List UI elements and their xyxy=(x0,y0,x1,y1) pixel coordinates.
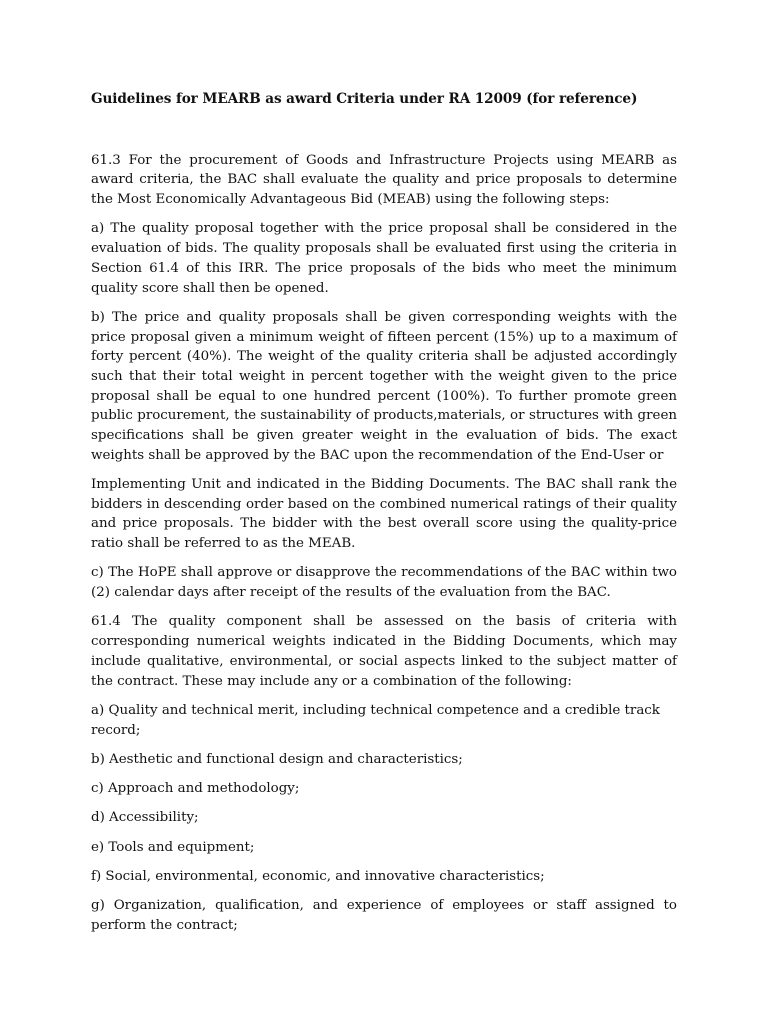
paragraph-61-3: 61.3 For the procurement of Goods and Infrastructure Projects using MEARB as award criteria, the BAC shall evaluate the quality and price proposals to determine the Most Economically Advantageous Bid (MEAB) using the following steps: xyxy=(91,152,677,208)
criteria-item-e: e) Tools and equipment; xyxy=(91,839,255,855)
paragraph-step-a: a) The quality proposal together with the price proposal shall be considered in the evaluation of bids. The quality proposals shall be evaluated first using the criteria in Section 61.4 of this IRR. The price proposals of the bids who meet the minimum quality score shall then be opened. xyxy=(91,221,677,296)
document-page xyxy=(91,90,677,945)
criteria-item-f: f) Social, environmental, economic, and innovative characteristics; xyxy=(91,869,545,885)
criteria-item-g: g) Organization, qualification, and experience of employees or staff assigned to perform the contract; xyxy=(91,898,677,934)
criteria-item-b: b) Aesthetic and functional design and characteristics; xyxy=(91,751,463,767)
criteria-item-c: c) Approach and methodology; xyxy=(91,781,300,797)
paragraph-step-b-continued: Implementing Unit and indicated in the Bidding Documents. The BAC shall rank the bidders in descending order based on the combined numerical ratings of their quality and price proposals. The bidder with the best overall score using the quality-price ratio shall be referred to as the MEAB. xyxy=(91,477,677,552)
paragraph-step-b: b) The price and quality proposals shall be given corresponding weights with the price proposal given a minimum weight of fifteen percent (15%) up to a maximum of forty percent (40%). The weight of the quality criteria shall be adjusted accordingly such that their total weight in percent together with the weight given to the price proposal shall be equal to one hundred percent (100%). To further promote green public procurement, the sustainability of products,materials, or structures with green specifications shall be given greater weight in the evaluation of bids. The exact weights shall be approved by the BAC upon the recommendation of the End-User or xyxy=(91,309,677,463)
paragraph-step-c: c) The HoPE shall approve or disapprove the recommendations of the BAC within two (2) calendar days after receipt of the results of the evaluation from the BAC. xyxy=(91,565,677,601)
criteria-item-d: d) Accessibility; xyxy=(91,810,199,826)
criteria-item-a: a) Quality and technical merit, including technical competence and a credible track record; xyxy=(91,702,660,738)
document-title: Guidelines for MEARB as award Criteria under RA 12009 (for reference) xyxy=(91,91,638,107)
paragraph-61-4: 61.4 The quality component shall be assessed on the basis of criteria with corresponding numerical weights indicated in the Bidding Documents, which may include qualitative, environmental, or social aspects linked to the subject matter of the contract. These may include any or a combination of the following: xyxy=(91,614,677,689)
